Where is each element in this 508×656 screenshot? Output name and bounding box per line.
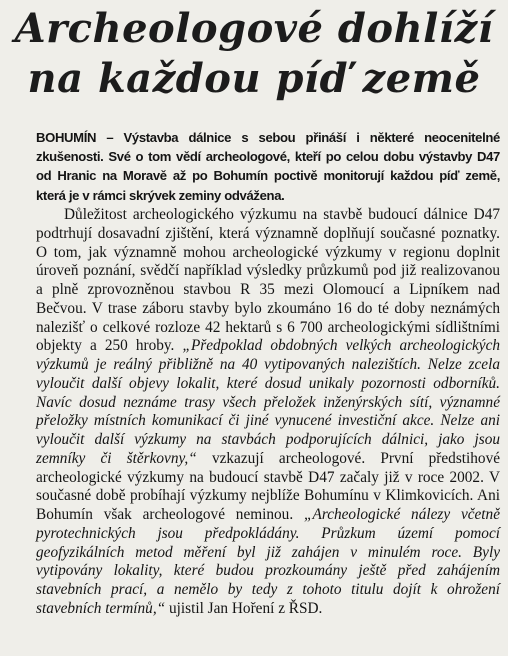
body-paragraph	[36, 206, 500, 619]
lead-text: – Výstavba dálnice s sebou přináší i některé neocenitelné zkušenosti. Své o tom vědí archeologové, kteří po celou dobu výstavby D47 od Hranic na Moravě až po Bohumín poctivě monitorují každou píď země, která je v rámci skrývek zeminy odvážena.	[36, 130, 500, 203]
quote-1: „Předpoklad obdobných velkých archeologických výzkumů je reálný přibližně na 40 vytipovaných nalezištích. Nelze zcela vyloučit další objevy lokalit, které dosud unikaly pozornosti odborníků. Navíc dosud neznáme trasy všech přeložek inženýrských sítí, významné přeložky místních komunikací či jiné vynucené investiční akce. Nelze ani vyloučit další výzkumy na stavbách podporujících dálnici, jako jsou zemníky či štěrkovny,“	[36, 337, 501, 467]
body-text-1: Důležitost archeologického výzkumu na stavbě budoucí dálnice D47 podtrhují dosavadní zjištění, která významně doplňují současné poznatky. O tom, jak významně mohou archeologické výzkumy v regionu doplnit úroveň poznání, svědčí například výsledky průzkumů pod již realizovanou a plně zprovozněnou stavbou R 35 mezi Olomoucí a Lipníkem nad Bečvou. V trase záboru stavby bylo zkoumáno 16 do té doby neznámých nalezišť o celkové rozloze 42 hektarů s 6 700 archeologickými sídlištními objekty a 250 hroby.	[36, 206, 500, 355]
lead-dateline: BOHUMÍN	[36, 130, 97, 145]
headline-line-1: Archeologové dohlíží	[14, 5, 494, 52]
body-text-2: vzkazují archeologové. První předstihové archeologické výzkumy na budoucí stavbě D47 začaly již v roce 2002. V současné době probíhají výzkumy nejblíže Bohumínu v Klimkovicích. Ani Bohumín však archeologové neminou.	[36, 449, 501, 523]
quote-2: „Archeologické nálezy včetně pyrotechnických jsou předpokládány. Průzkum území pomocí geofyzikálních metod měření byl již zahájen v minulém roce. Byly vytipovány lokality, které budou prozkoumány ještě před zahájením stavebních prací, a nemělo by tedy z tohoto titulu dojít k ohrožení stavebních termínů,“	[36, 506, 500, 617]
article-body	[36, 206, 500, 619]
headline-line-2: na každou píď země	[27, 55, 481, 102]
article-lead	[36, 128, 500, 205]
article-headline	[0, 4, 508, 104]
body-text-3: ujistil Jan Hoření z ŘSD.	[165, 599, 323, 617]
